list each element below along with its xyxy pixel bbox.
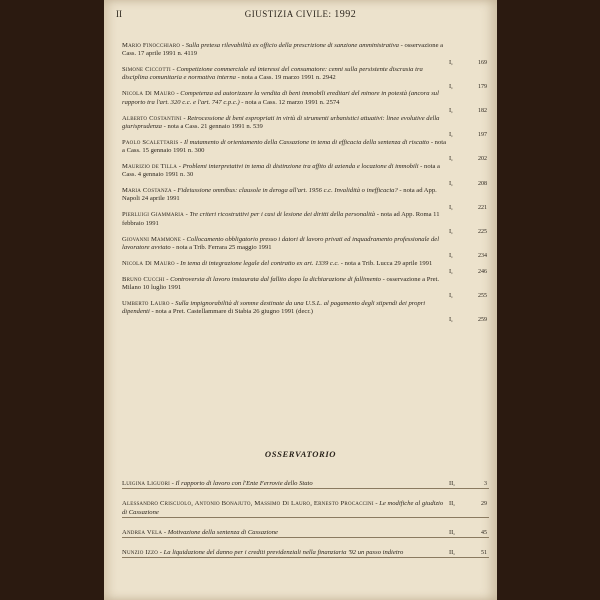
book-page bbox=[104, 0, 497, 600]
entry-author: Paolo Scalettaris bbox=[122, 138, 179, 146]
list-item: Mario Finocchiaro - Sulla pretesa rilevabilità ex officio della prescrizione di sanzione amministrativa - osservazione a Cass. 17 aprile 1991 n. 4119 I, 169 bbox=[122, 42, 487, 66]
entry-author: Pierluigi Giammaria bbox=[122, 211, 184, 219]
entry-title: Motivazione della sentenza di Cassazione bbox=[167, 528, 278, 536]
running-title-year: 1992 bbox=[334, 9, 357, 20]
entry-author: Nicola Di Mauro bbox=[122, 259, 175, 267]
entry-volume: I, bbox=[449, 106, 453, 114]
entry-title: Competenza ad autorizzare la vendita di beni immobili ereditari del minore in potestà (ancora sul rapporto tra l'art. 320 c.c. e l'art. 747 c.p.c.) bbox=[122, 90, 439, 106]
entry-author: Luigina Liguori bbox=[122, 480, 170, 487]
entry-note: nota a Pret. Castellammare di Stabia 26 giugno 1991 (decr.) bbox=[155, 308, 314, 316]
entry-volume: I, bbox=[449, 82, 453, 90]
entry-title: Tre criteri ricostruttivi per i casi di lesione dei diritti della personalità bbox=[189, 211, 376, 219]
entry-volume: II, bbox=[449, 480, 455, 487]
entry-note: nota ad App. Roma 11 febbraio 1991 bbox=[122, 211, 440, 227]
running-title bbox=[116, 9, 485, 20]
entry-note: nota a Cass. 12 marzo 1991 n. 2574 bbox=[245, 98, 340, 106]
entry-title: Il rapporto di lavoro con l'Ente Ferrovie dello Stato bbox=[175, 480, 313, 487]
entry-page-number: 234 bbox=[478, 253, 487, 260]
entry-author: Alessandro Criscuolo, Antonio Bonajuto, Massimo Di Lauro, Ernesto Procaccini bbox=[122, 500, 374, 508]
entry-author: Maria Costanza bbox=[122, 187, 172, 195]
list-item: Maurizio de Tilla - Problemi interpretativi in tema di distinzione tra affito di azienda e locazione di immobili - nota a Cass. 4 gennaio 1991 n. 30 I, 208 bbox=[122, 162, 487, 187]
entry-volume: I, bbox=[449, 203, 453, 211]
entry-note: nota a Trib. Ferrara 25 maggio 1991 bbox=[176, 243, 272, 251]
entries-list bbox=[122, 42, 489, 324]
list-item: Paolo Scalettaris - Il mutamento di orientamento della Cassazione in tema di efficacia della sentenza di riscatto - nota a Cass. 15 gennaio 1991 n. 300 I, 202 bbox=[122, 138, 487, 163]
entry-title: Retrocessione di beni espropriati in virtù di strumenti urbanistici attuativi: linee evolutive della giurisprudenza bbox=[122, 114, 440, 130]
list-item: Nicola Di Mauro - Competenza ad autorizzare la vendita di beni immobili ereditari del minore in potestà (ancora sul rapporto tra l'art. 320 c.c. e l'art. 747 c.p.c.) - nota a Cass. 12 marzo 1991 n. 2574 I, 182 bbox=[122, 90, 487, 114]
list-item: Alberto Costantini - Retrocessione di beni espropriati in virtù di strumenti urbanistici attuativi: linee evolutive della giurisprudenza - nota a Cass. 21 gennaio 1991 n. 539 I, 197 bbox=[122, 114, 487, 139]
entry-author: Andrea Vela bbox=[122, 528, 163, 536]
entry-page-number: 3 bbox=[484, 481, 487, 487]
osservatorio-list bbox=[122, 480, 489, 569]
entry-author: Umberto Lauro bbox=[122, 299, 170, 307]
list-item: Andrea Vela - Motivazione della sentenza di Cassazione II, 45 bbox=[122, 529, 489, 538]
entry-volume: II, bbox=[449, 528, 455, 536]
entry-title: Collocamento obbligatorio presso i datori di lavoro privati ed inquadramento professionale del lavoratore avviato bbox=[122, 235, 440, 251]
running-title-text: GIUSTIZIA CIVILE: bbox=[244, 9, 332, 19]
entry-page-number: 29 bbox=[481, 501, 487, 508]
page-header bbox=[116, 9, 485, 23]
page-number: II bbox=[116, 9, 122, 19]
entry-page-number: 197 bbox=[478, 132, 487, 139]
entry-page-number: 255 bbox=[478, 293, 487, 300]
entry-page-number: 202 bbox=[478, 156, 487, 163]
entry-note: nota a Cass. 21 gennaio 1991 n. 539 bbox=[167, 122, 263, 130]
entry-author: Alberto Costantini bbox=[122, 114, 182, 122]
entry-note: osservazione a Pret. Milano 10 luglio 1991 bbox=[122, 275, 440, 291]
entry-author: Maurizio de Tilla bbox=[122, 162, 178, 170]
list-item: Nunzio Izzo - La liquidazione del danno per i crediti previdenziali nella finanziaria '92 un passo indietro II, 51 bbox=[122, 549, 489, 558]
entry-volume: I, bbox=[449, 131, 453, 139]
entry-title: Le modifiche al giudizio di Cassazione bbox=[122, 500, 444, 516]
section-title: OSSERVATORIO bbox=[264, 449, 337, 459]
entry-title: Problemi interpretativi in tema di distinzione tra affito di azienda e locazione di immobili bbox=[182, 162, 419, 170]
entry-title: In tema di integrazione legale del contratto ex art. 1339 c.c. bbox=[180, 259, 340, 267]
entry-volume: I, bbox=[449, 316, 453, 324]
entry-author: Nicola Di Mauro bbox=[122, 90, 175, 98]
list-item: Umberto Lauro - Sulla impignorabilità di somme destinate da una U.S.L. al pagamento degli stipendi dei propri dipendenti - nota a Pret. Castellammare di Stabia 26 giugno 1991 (decr.) I, 259 bbox=[122, 299, 487, 324]
entry-note: nota ad App. Napoli 24 aprile 1991 bbox=[122, 187, 437, 203]
entry-page-number: 259 bbox=[478, 317, 487, 324]
entry-volume: I, bbox=[449, 252, 453, 260]
entry-title: Fideiussione omnibus: clausole in deroga all'art. 1956 c.c. Invalidità o inefficacia? bbox=[177, 187, 398, 195]
entry-page-number: 225 bbox=[478, 228, 487, 235]
entry-note: nota a Cass. 19 marzo 1991 n. 2942 bbox=[241, 74, 336, 82]
entry-note: osservazione a Cass. 17 aprile 1991 n. 4119 bbox=[122, 42, 444, 58]
entry-author: Bruno Cucchi bbox=[122, 275, 165, 283]
entry-author: Nunzio Izzo bbox=[122, 549, 159, 557]
entry-title: Il mutamento di orientamento della Cassazione in tema di efficacia della sentenza di riscatto bbox=[183, 138, 430, 146]
list-item: Alessandro Criscuolo, Antonio Bonajuto, Massimo Di Lauro, Ernesto Procaccini - Le modifiche al giudizio di Cassazione II, 29 bbox=[122, 500, 489, 518]
list-item: Luigina Liguori - Il rapporto di lavoro con l'Ente Ferrovie dello Stato II, 3 bbox=[122, 480, 489, 489]
entry-note: nota a Cass. 4 gennaio 1991 n. 30 bbox=[122, 162, 440, 179]
entry-volume: I, bbox=[449, 292, 453, 300]
entry-title: Competizione commerciale ed interessi del consumatore: cenni sulla persistente discrasia tra disciplina comunitaria e normativa interna bbox=[122, 66, 423, 82]
entry-page-number: 51 bbox=[481, 550, 487, 557]
entry-volume: I, bbox=[449, 179, 453, 187]
entry-volume: I, bbox=[449, 58, 453, 66]
entry-volume: II, bbox=[449, 549, 455, 557]
entry-page-number: 208 bbox=[478, 180, 487, 187]
entry-page-number: 221 bbox=[478, 204, 487, 211]
entry-page-number: 45 bbox=[481, 529, 487, 536]
list-item: Giovanni Mammone - Collocamento obbligatorio presso i datori di lavoro privati ed inquadramento professionale del lavoratore avviato - nota a Trib. Ferrara 25 maggio 1991 I, 234 bbox=[122, 235, 487, 260]
entry-author: Mario Finocchiaro bbox=[122, 42, 181, 49]
entry-page-number: 169 bbox=[478, 59, 487, 66]
entry-author: Simone Ciccotti bbox=[122, 66, 171, 74]
list-item: Nicola Di Mauro - In tema di integrazione legale del contratto ex art. 1339 c.c. - nota a Trib. Lucca 29 aprile 1991 I, 246 bbox=[122, 259, 487, 275]
entry-author: Giovanni Mammone bbox=[122, 235, 181, 243]
entry-volume: I, bbox=[449, 267, 453, 275]
entry-note: nota a Trib. Lucca 29 aprile 1991 bbox=[344, 259, 433, 267]
entry-title: La liquidazione del danno per i crediti previdenziali nella finanziaria '92 un passo indietro bbox=[163, 549, 404, 557]
list-item: Pierluigi Giammaria - Tre criteri ricostruttivi per i casi di lesione dei diritti della personalità - nota ad App. Roma 11 febbraio 1991 I, 225 bbox=[122, 211, 487, 235]
entry-volume: I, bbox=[449, 227, 453, 235]
entry-volume: I, bbox=[449, 155, 453, 163]
entry-volume: II, bbox=[449, 500, 455, 508]
entry-title: Controversia di lavoro instaurata dal fallito dopo la dichiarazione di fallimento bbox=[170, 275, 381, 283]
entry-page-number: 246 bbox=[478, 268, 487, 275]
entry-title: Sulla impignorabilità di somme destinate da una U.S.L. al pagamento degli stipendi dei propri dipendenti bbox=[122, 299, 426, 316]
entry-page-number: 182 bbox=[478, 107, 487, 114]
entry-title: Sulla pretesa rilevabilità ex officio della prescrizione di sanzione amministrativa bbox=[185, 42, 399, 49]
entry-note: nota a Cass. 15 gennaio 1991 n. 300 bbox=[122, 138, 447, 155]
list-item: Simone Ciccotti - Competizione commerciale ed interessi del consumatore: cenni sulla persistente discrasia tra disciplina comunitaria e normativa interna - nota a Cass. 19 marzo 1991 n. 2942 I, 179 bbox=[122, 66, 487, 90]
entry-page-number: 179 bbox=[478, 83, 487, 90]
list-item: Maria Costanza - Fideiussione omnibus: clausole in deroga all'art. 1956 c.c. Invalidità o inefficacia? - nota ad App. Napoli 24 aprile 1991 I, 221 bbox=[122, 187, 487, 211]
list-item: Bruno Cucchi - Controversia di lavoro instaurata dal fallito dopo la dichiarazione di fallimento - osservazione a Pret. Milano 10 luglio 1991 I, 255 bbox=[122, 275, 487, 300]
